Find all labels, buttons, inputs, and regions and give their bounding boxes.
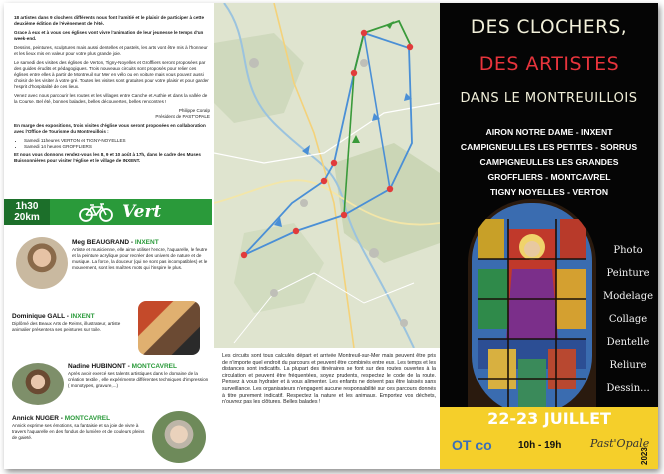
event-hours: 10h - 19h [518,440,562,451]
artist-photo-meg [16,237,68,289]
activity-item: Photo [613,245,643,256]
artist-name: Dominique GALL [12,313,65,320]
artist-place: MONTCAVREL [131,363,177,370]
map-disclaimer: Les circuits sont tous calculés départ et arrivée Montreuil-sur-Mer mais peuvent être pris de n'importe quel endroit du parcours et peuvent être combinés entre eux. Les temps et les distances sont indicatifs. La plupart des itinéraires se font sur des routes ouvertes à la circulation et peuvent être fréquentées, soyez prudents, respectez le code de la route. Pensez à vous hydrater et à vous alimenter. Les enfants ne doivent pas être laissés sans surveillance. Les organisateurs n'engagent aucune responsabilité sur ces parcours donnés à titre purement indicatif. Respectez la nature et les animaux. Emportez vos déchets, n'ouvrez pas les clôtures. Belles balades ! [222,353,436,406]
route-duration-box [4,199,50,225]
left-panel [4,3,214,469]
pastopale-logo: Past'Opale [590,437,650,450]
route-duration: 1h30 [15,201,39,212]
intro-p7: Et nous vous donnons rendez-vous les 8, 9 et 10 août à 17h, dans le cadre des Muses Buissonnières pour visiter l'église et le village de INXENT. [14,152,201,163]
visit-list [24,138,210,150]
activity-item: Peinture [606,268,650,279]
activity-item: Collage [608,314,648,325]
artist-name: Annick NUGER [12,415,59,422]
poster-title-1: DES CLOCHERS, [470,17,628,38]
bicycle-icon [78,202,114,222]
activity-item: Dentelle [606,337,650,348]
route-name: Vert [122,202,162,222]
artist-text: Annick exprime ses émotions, sa fantaisie et sa joie de vivre à travers l'aquarelle en des fondus de lumière et de couleurs pleins de gaieté. [12,423,145,440]
map-drawing [214,3,440,348]
intro-p5: Venez avec nous parcourir les routes et les villages entre Canche et Authie et dans la vallée de la Course. Bel été, bonnes balades, belles découvertes, belles rencontres ! [14,93,208,104]
intro-text [14,15,210,167]
artist-photo-nadine [12,363,64,405]
route-map[interactable] [214,3,440,348]
intro-p1: 18 artistes dans 9 clochers différents nous font l'amitié et le plaisir de participer à cette deuxième édition de l'évènement de l'été. [14,15,205,26]
artist-nadine: Nadine HUBINONT - MONTCAVREL Après avoir exercé ses talents artistiques dans le domaine de la création textile , elle expérimente différentes techniques d'impression ( monotypes, gravure,...) [68,363,209,388]
artist-name: Nadine HUBINONT [68,363,126,370]
intro-p2: Grace à eux et à vous ces églises vont vivre l'animation de leur jeunesse le temps d'un week-end. [14,30,204,41]
artist-place: INXENT [134,239,159,246]
activity-list [598,239,658,400]
otco-logo: OT co [452,437,492,453]
artist-meg: Meg BEAUGRAND - INXENT Artiste et musicienne, elle aime utiliser l'encre, l'aquarelle, le feutre et la peinture acrylique pour recréer des univers de nature et de musique. La force, la douceur (qui ne sont pas incompatibles) et le mouvement, sont les maîtres mots qui l'inspire le plus. [72,239,210,271]
artist-dominique: Dominique GALL - INXENT Diplômé des Beaux Arts de Reims, illustrateur, artiste animalier présentera ses peintures sur toile. [12,313,130,333]
artist-photo-dominique [138,301,200,355]
list-item: • Samedi 11heures VERTON et TIGNY-NOYELLES [24,138,210,144]
village-list [440,125,658,200]
intro-p4: Le samedi des visites des églises de Verton, Tigny-Noyelles et Groffliers seront proposées par des guides érudits et pédagogiques. Trois nouveaux circuits sont proposés pour relier ces églises entre elles à partir de Montreuil sur Mer en vélo ou en voiture mais vous pouvez aussi choisir de les visiter à votre gré. Toutes les visites sont gratuites pour votre plaisir et pour garder l'esprit d'hospitalité de ces lieux. [14,60,209,89]
activity-item: Modelage [602,291,654,302]
event-year: 2023 [640,447,649,465]
village-line: CAMPIGNEULLES LES PETITES - SORRUS [460,142,638,152]
village-line: GROFFLIERS - MONTCAVREL [487,172,611,182]
activity-item: Reliure [609,360,647,371]
poster-title-2: DES ARTISTES [478,53,620,75]
signature [14,108,210,120]
village-line: CAMPIGNEULLES LES GRANDES [479,157,619,167]
event-poster [440,3,658,469]
artist-text: Artiste et musicienne, elle aime utiliser l'encre, l'aquarelle, le feutre et la peinture acrylique pour recréer des univers de nature et de musique. La force, la douceur (qui ne sont pas incompatibles) et le mouvement, sont les maîtres mots qui l'inspire le plus. [72,247,208,270]
brochure-page [4,3,658,469]
intro-p3: Dessins, peintures, sculptures mais aussi dentelles et pastels, les arts vont être mis à l'honneur et les lieux mis en valeur pour votre plus grande joie. [14,45,208,56]
signature-role: Président de PAST'OPALE [155,114,210,119]
artist-name: Meg BEAUGRAND [72,239,130,246]
list-item: • Samedi 14 heures GROFFLIERS [24,144,210,150]
village-line: AIRON NOTRE DAME - INXENT [485,127,613,137]
signature-name: Philippe Coralp [178,108,210,113]
stained-glass-window [468,199,596,414]
artist-place: INXENT [70,313,95,320]
route-distance: 20km [14,212,40,223]
village-line: TIGNY NOYELLES - VERTON [489,187,609,197]
artist-place: MONTCAVREL [64,415,111,422]
activity-item: Dessin... [606,383,650,394]
artist-photo-annick [152,411,206,463]
artist-text: Diplômé des Beaux Arts de Reims, illustrateur, artiste animalier présentera ses peintures sur toile. [12,321,121,332]
artist-text: Après avoir exercé ses talents artistiques dans le domaine de la création textile , elle expérimente différentes techniques d'impression ( monotypes, gravure,...) [68,371,209,388]
artist-annick: Annick NUGER - MONTCAVREL Annick exprime ses émotions, sa fantaisie et sa joie de vivre à travers l'aquarelle en des fondus de lumière et de couleurs pleins de gaieté. [12,415,148,441]
intro-p6: En marge des expositions, trois visites d'église vous seront proposées en collaboration avec l'Office de Tourisme du Montreuillois : [14,123,206,134]
poster-title-3: DANS LE MONTREUILLOIS [460,91,638,106]
event-dates: 22-23 JUILLET [487,409,611,428]
